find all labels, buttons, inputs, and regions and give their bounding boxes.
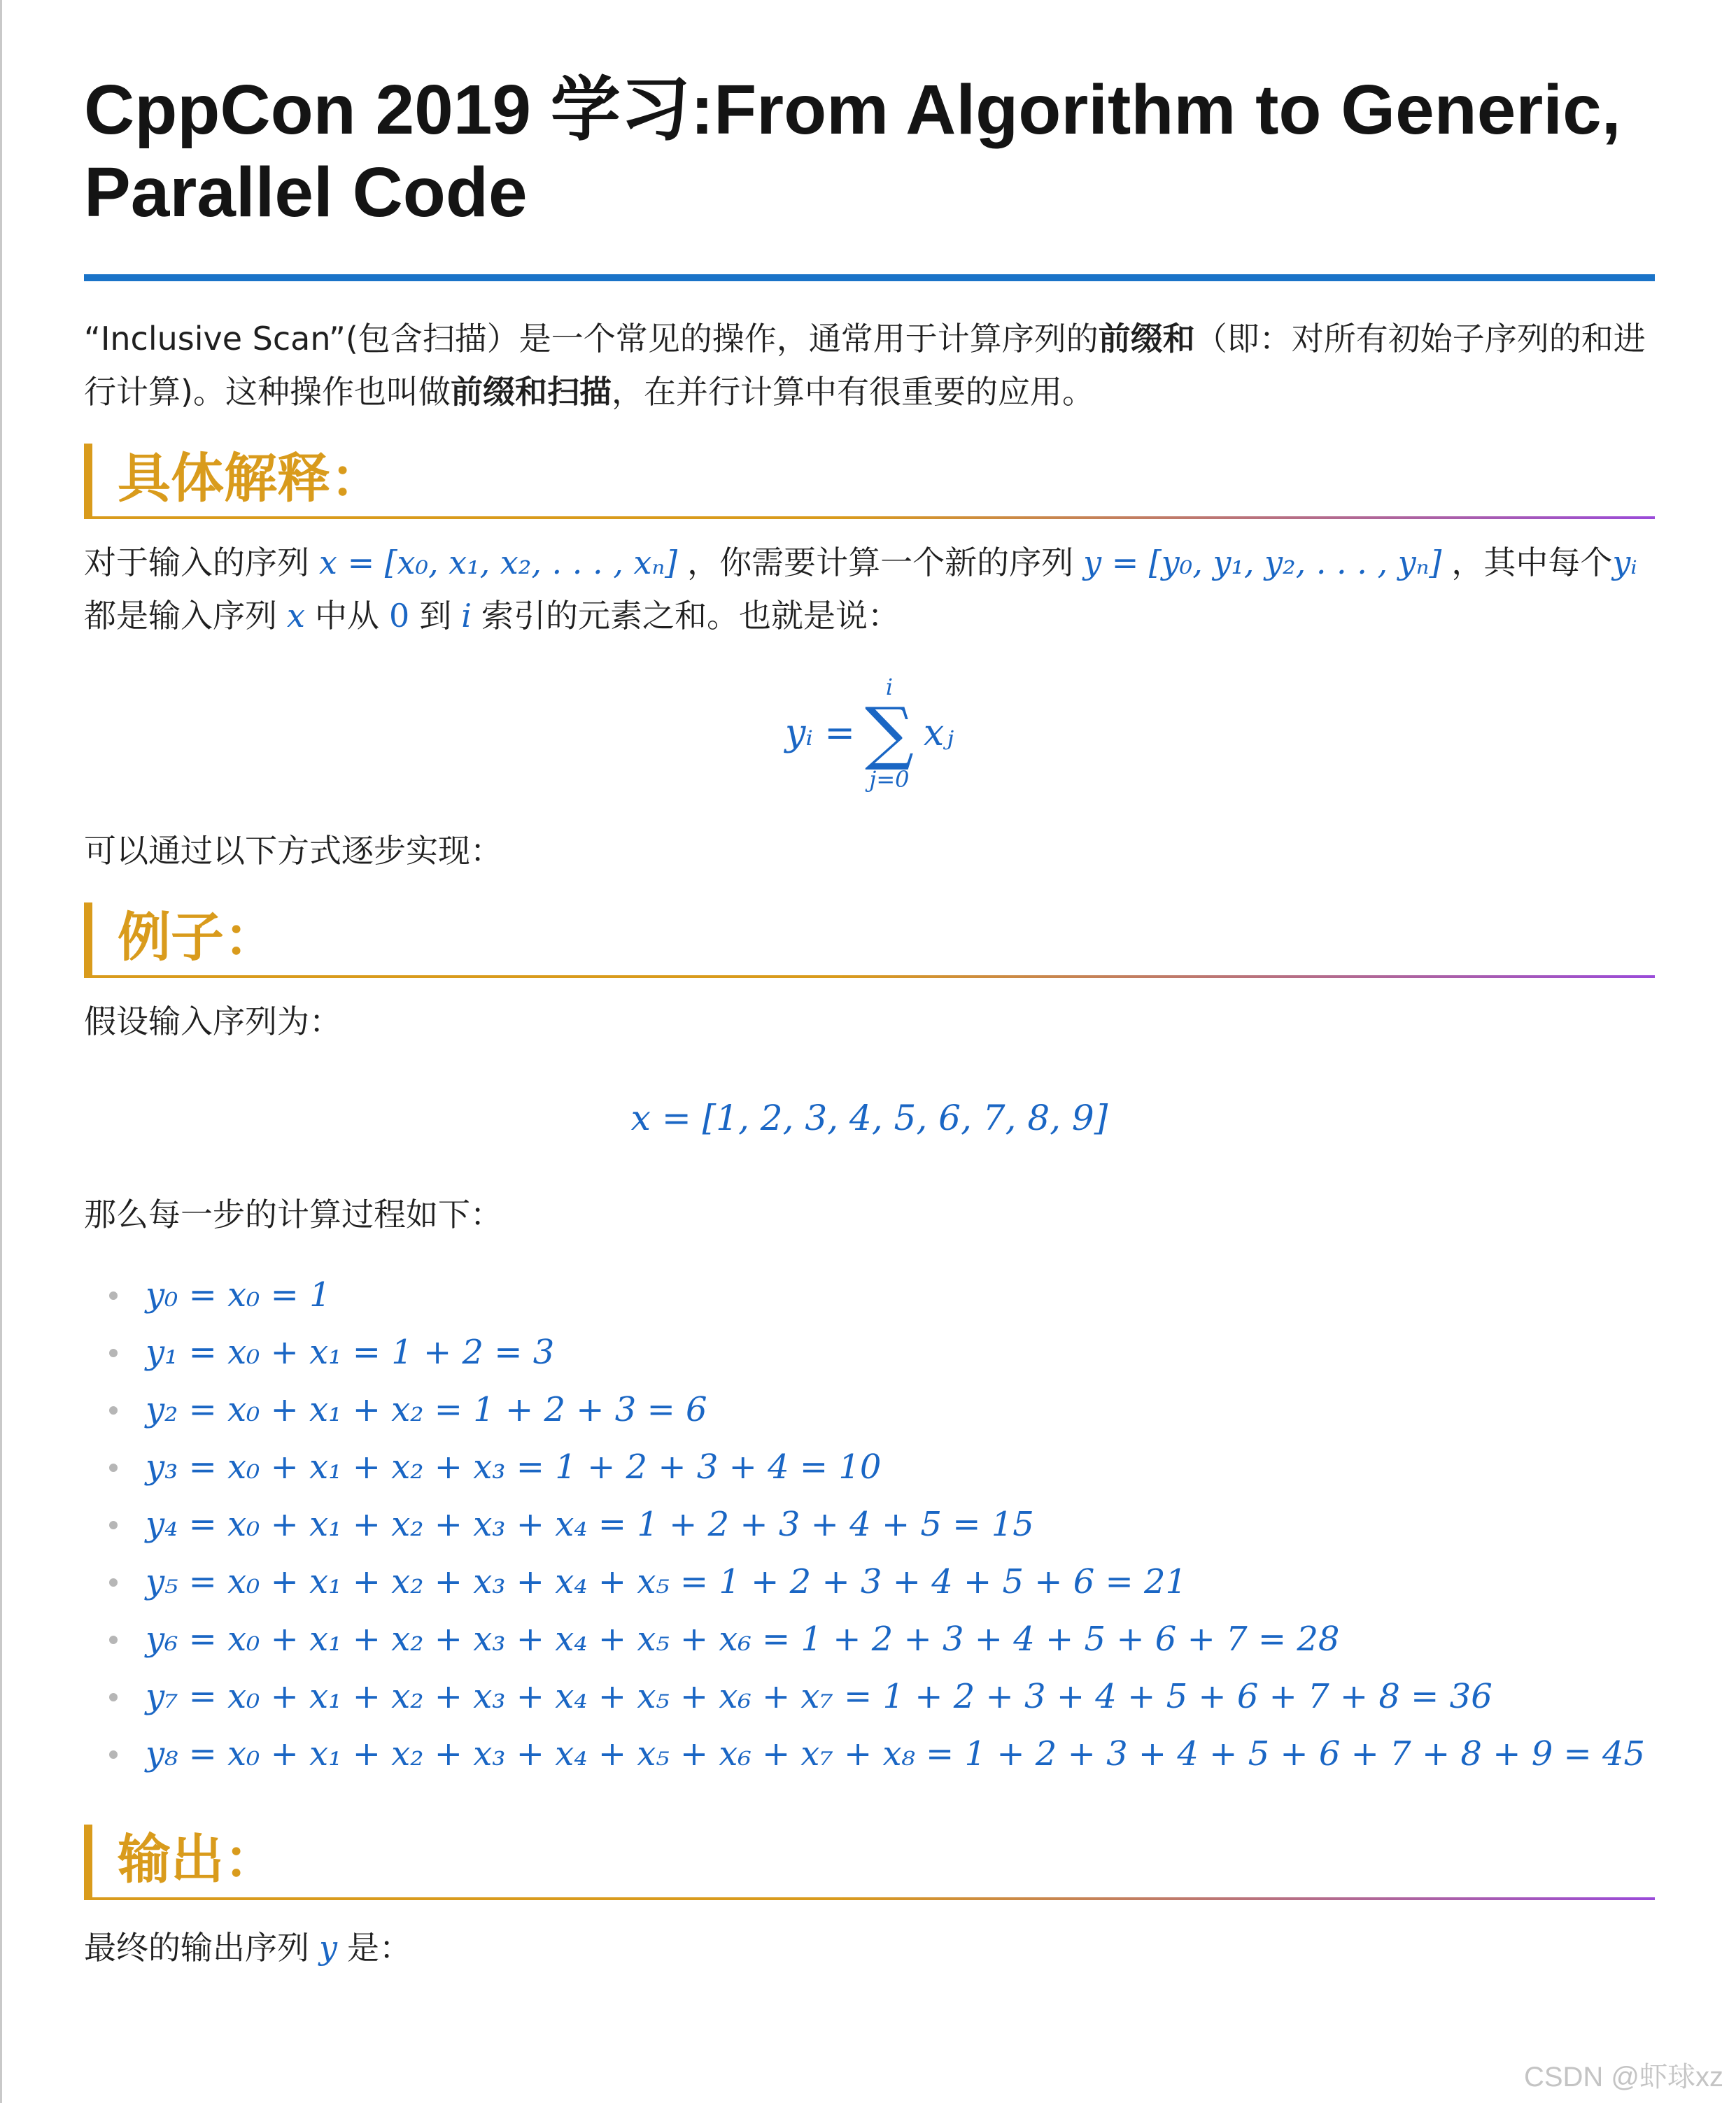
section-heading-underline — [84, 516, 1655, 519]
bullet-icon — [109, 1464, 118, 1472]
intro-bold-1: 前缀和 — [1098, 320, 1195, 357]
math-yi: yᵢ — [1612, 544, 1637, 581]
explain-text-4: 都是输入序列 — [84, 597, 277, 635]
list-item — [84, 1381, 1655, 1438]
section-heading-output — [84, 1825, 1655, 1900]
bullet-icon — [109, 1406, 118, 1415]
output-text-1: 最终的输出序列 — [84, 1929, 309, 1967]
math-y: y — [319, 1929, 337, 1967]
formula-term: xⱼ — [923, 712, 954, 754]
section-heading-text: 例子： — [118, 906, 277, 968]
sigma-upper-limit: i — [885, 674, 894, 700]
bullet-icon — [109, 1636, 118, 1644]
explain-text-6: 到 — [419, 597, 452, 635]
watermark: CSDN @虾球xz — [1523, 2062, 1723, 2093]
explain-text-3: ，其中每个 — [1451, 544, 1613, 581]
steps-intro: 可以通过以下方式逐步实现： — [84, 832, 502, 870]
list-item — [84, 1725, 1655, 1783]
section-heading-example — [84, 902, 1655, 978]
bullet-icon — [109, 1521, 118, 1529]
list-item — [84, 1668, 1655, 1725]
example-intro: 假设输入序列为： — [84, 1003, 341, 1040]
step-formula: y₂ = x₀ + x₁ + x₂ = 1 + 2 + 3 = 6 — [146, 1390, 707, 1429]
step-formula: y₇ = x₀ + x₁ + x₂ + x₃ + x₄ + x₅ + x₆ + x₇ = 1 + 2 + 3 + 4 + 5 + 6 + 7 + 8 = 36 — [146, 1677, 1492, 1716]
explain-text-5: 中从 — [314, 597, 379, 635]
math-y-sequence: y = [y₀, y₁, y₂, . . . , yₙ] — [1083, 544, 1442, 581]
section-heading-underline — [84, 1897, 1655, 1900]
math-i: i — [461, 597, 472, 635]
step-formula: y₆ = x₀ + x₁ + x₂ + x₃ + x₄ + x₅ + x₆ = 1 + 2 + 3 + 4 + 5 + 6 + 7 = 28 — [146, 1620, 1340, 1659]
list-item — [84, 1610, 1655, 1668]
title-divider — [84, 274, 1655, 281]
page-title: CppCon 2019 学习:From Algorithm to Generic, Parallel Code — [84, 71, 1621, 232]
bullet-icon — [109, 1291, 118, 1300]
intro-text-1: “Inclusive Scan”(包含扫描）是一个常见的操作，通常用于计算序列的 — [84, 320, 1099, 357]
intro-text-3: ，在并行计算中有很重要的应用。 — [611, 373, 1094, 411]
bullet-icon — [109, 1693, 118, 1701]
sigma-block — [865, 674, 914, 792]
explain-text-2: ，你需要计算一个新的序列 — [687, 544, 1074, 581]
explain-paragraph — [84, 536, 1655, 642]
list-item — [84, 1266, 1655, 1324]
sigma-lower-limit: j=0 — [869, 766, 910, 793]
intro-text-2: （即：对所有初始子序列的和进行计算)。这种操作也叫做 — [84, 320, 1646, 411]
list-item — [84, 1324, 1655, 1381]
section-heading-underline — [84, 975, 1655, 978]
bullet-icon — [109, 1349, 118, 1357]
section-heading-text: 输出： — [118, 1828, 277, 1890]
calc-intro: 那么每一步的计算过程如下： — [84, 1196, 502, 1233]
left-border — [0, 0, 2, 2103]
sigma-symbol: ∑ — [864, 693, 914, 773]
step-formula: y₃ = x₀ + x₁ + x₂ + x₃ = 1 + 2 + 3 + 4 = 10 — [146, 1447, 882, 1487]
bullet-icon — [109, 1750, 118, 1759]
intro-bold-2: 前缀和扫描 — [450, 373, 612, 411]
math-zero: 0 — [388, 597, 410, 635]
step-formula: y₅ = x₀ + x₁ + x₂ + x₃ + x₄ + x₅ = 1 + 2 + 3 + 4 + 5 + 6 = 21 — [146, 1562, 1187, 1601]
math-x-sequence: x = [x₀, x₁, x₂, . . . , xₙ] — [319, 544, 678, 581]
explain-text-7: 索引的元素之和。也就是说： — [481, 597, 900, 635]
section-heading-text: 具体解释： — [118, 447, 383, 509]
explain-text-1: 对于输入的序列 — [84, 544, 309, 581]
section-heading-explain — [84, 444, 1655, 519]
steps-list — [84, 1266, 1655, 1783]
example-sequence: x = [1, 2, 3, 4, 5, 6, 7, 8, 9] — [630, 1098, 1108, 1138]
summation-formula — [84, 649, 1655, 817]
bullet-icon — [109, 1578, 118, 1587]
output-paragraph — [84, 1921, 1655, 1974]
step-formula: y₈ = x₀ + x₁ + x₂ + x₃ + x₄ + x₅ + x₆ + x₇ + x₈ = 1 + 2 + 3 + 4 + 5 + 6 + 7 + 8 + 9 = 45 — [146, 1734, 1646, 1773]
article — [84, 0, 1655, 1974]
math-x: x — [287, 597, 305, 635]
intro-paragraph — [84, 312, 1655, 418]
step-formula: y₄ = x₀ + x₁ + x₂ + x₃ + x₄ = 1 + 2 + 3 + 4 + 5 = 15 — [146, 1505, 1034, 1544]
list-item — [84, 1553, 1655, 1610]
step-formula: y₀ = x₀ = 1 — [146, 1275, 331, 1315]
list-item — [84, 1438, 1655, 1496]
step-formula: y₁ = x₀ + x₁ = 1 + 2 = 3 — [146, 1333, 555, 1372]
list-item — [84, 1496, 1655, 1553]
formula-lhs: yᵢ = — [785, 712, 855, 754]
output-text-2: 是： — [347, 1929, 411, 1967]
